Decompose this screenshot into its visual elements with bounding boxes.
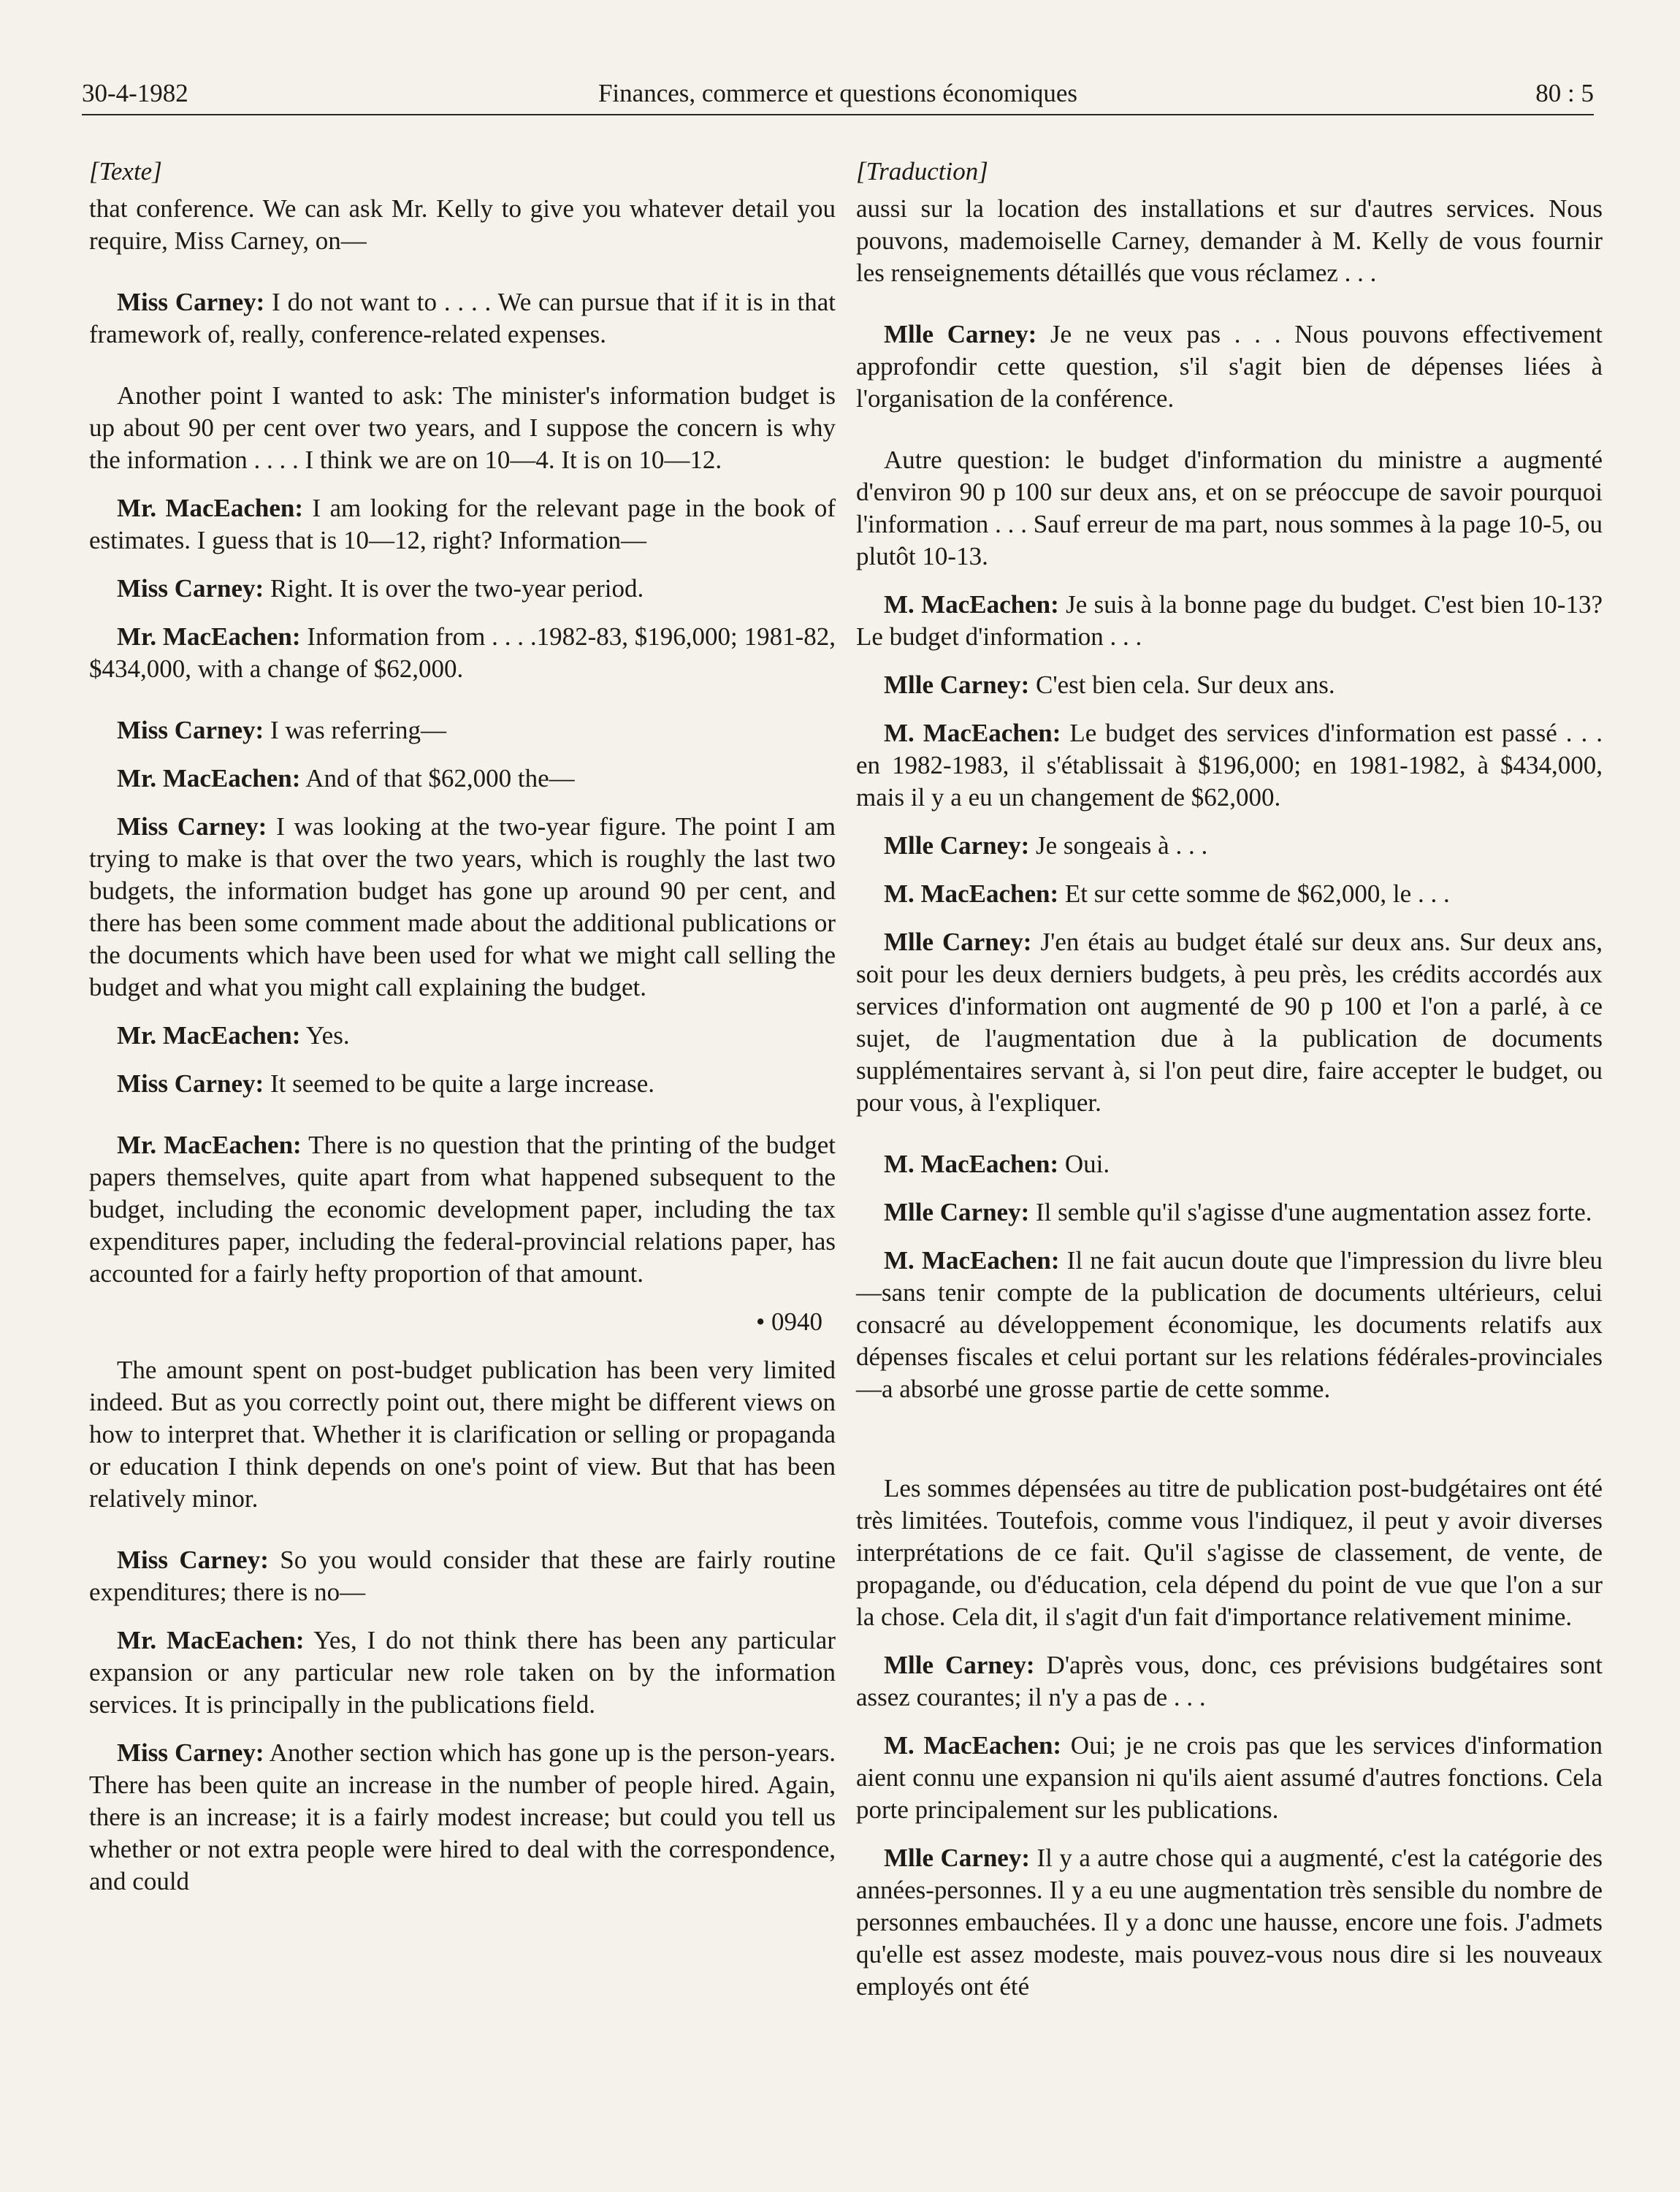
speech-text: Another section which has gone up is the person-years. There has been quite an increase in the number of people hired. Again, there is an increase; it is a fairly modest increase; but could you tell us whether or not extra people were hired to deal with the correspondence, and could bbox=[89, 1738, 836, 1895]
paragraph: aussi sur la location des installations et sur d'autres services. Nous pouvons, mademoiselle Carney, demander à M. Kelly de vous fournir les renseignements détaillés que vous réclamez . . . bbox=[856, 194, 1603, 287]
speaker-name: Mr. MacEachen: bbox=[117, 1626, 305, 1654]
speech-paragraph bbox=[89, 1624, 836, 1721]
speech-paragraph bbox=[89, 811, 836, 1004]
speaker-name: M. MacEachen: bbox=[884, 1246, 1060, 1275]
speech-text: I do not want to . . . . We can pursue that if it is in that framework of, really, conference-related expenses. bbox=[89, 288, 836, 348]
speech-paragraph bbox=[89, 621, 836, 685]
speech-text: D'après vous, donc, ces prévisions budgétaires sont assez courantes; il n'y a pas de . . . bbox=[856, 1651, 1603, 1711]
speech-text: Le budget des services d'information est passé . . . en 1982-1983, il s'établissait à $196,000; en 1981-1982, à $434,000, mais il y a eu un changement de $62,000. bbox=[856, 719, 1603, 812]
speech-paragraph bbox=[89, 1129, 836, 1290]
speech-paragraph bbox=[89, 763, 836, 795]
speech-text: Je songeais à . . . bbox=[1029, 831, 1208, 860]
speaker-name: Miss Carney: bbox=[117, 1738, 264, 1767]
speech-paragraph bbox=[89, 1737, 836, 1898]
speaker-name: Mr. MacEachen: bbox=[117, 764, 301, 793]
speech-paragraph bbox=[856, 717, 1603, 814]
speech-paragraph bbox=[89, 1544, 836, 1608]
speaker-name: Mlle Carney: bbox=[884, 1844, 1030, 1872]
speaker-name: M. MacEachen: bbox=[884, 1150, 1059, 1178]
speech-text: It seemed to be quite a large increase. bbox=[264, 1069, 655, 1098]
speech-text: Je ne veux pas . . . Nous pouvons effectivement approfondir cette question, s'il s'agit bien de dépenses liées à l'organisation de la conférence. bbox=[856, 320, 1603, 413]
speech-paragraph bbox=[856, 1730, 1603, 1826]
speaker-name: Mlle Carney: bbox=[884, 1651, 1035, 1679]
speech-text: I was referring— bbox=[264, 716, 446, 744]
speaker-name: Mr. MacEachen: bbox=[117, 494, 304, 522]
speech-text: Oui; je ne crois pas que les services d'information aient connu une expansion ni qu'ils aient assumé d'autres fonctions. Cela porte principalement sur les publications. bbox=[856, 1731, 1603, 1824]
speaker-name: M. MacEachen: bbox=[884, 590, 1059, 619]
speech-paragraph bbox=[856, 1148, 1603, 1180]
speaker-name: Mlle Carney: bbox=[884, 1198, 1030, 1226]
paragraph: Another point I wanted to ask: The minister's information budget is up about 90 per cent over two years, and I suppose the concern is why the information . . . . I think we are on 10—4. It is on 10—12. bbox=[89, 381, 836, 474]
paragraph: Autre question: le budget d'information du ministre a augmenté d'environ 90 p 100 sur deux ans, et on se préoccupe de savoir pourquoi l'information . . . Sauf erreur de ma part, nous sommes à la page 10-5, ou plutôt 10-13. bbox=[856, 446, 1603, 570]
time-marker: • 0940 bbox=[755, 1307, 822, 1336]
speech-text: I was looking at the two-year figure. The point I am trying to make is that over the two years, which is roughly the last two budgets, the information budget has gone up around 90 per cent, and there has been some comment made about the additional publications or the documents which have been used for what we might call selling the budget and what you might call explaining the budget. bbox=[89, 812, 836, 1001]
speech-text: I am looking for the relevant page in the book of estimates. I guess that is 10—12, right? Information— bbox=[89, 494, 836, 554]
speech-paragraph bbox=[89, 492, 836, 557]
speaker-name: Miss Carney: bbox=[117, 1069, 264, 1098]
speaker-name: Mlle Carney: bbox=[884, 831, 1030, 860]
speaker-name: Mr. MacEachen: bbox=[117, 1021, 301, 1050]
speech-text: Il y a autre chose qui a augmenté, c'est la catégorie des années-personnes. Il y a eu une augmentation très sensible du nombre de personnes embauchées. Il y a donc une hausse, encore une fois. J'admets qu'elle est assez modeste, mais pouvez-vous nous dire si les nouveaux employés ont été bbox=[856, 1844, 1603, 2001]
speech-paragraph bbox=[856, 318, 1603, 415]
speech-text: There is no question that the printing of the budget papers themselves, quite apart from what happened subsequent to the budget, including the economic development paper, including the tax expenditures paper, including the federal-provincial relations paper, has accounted for a fairly hefty proportion of that amount. bbox=[89, 1131, 836, 1288]
speaker-name: Miss Carney: bbox=[117, 1546, 269, 1574]
speech-paragraph bbox=[856, 589, 1603, 653]
speech-text: Oui. bbox=[1058, 1150, 1110, 1178]
speaker-name: Mlle Carney: bbox=[884, 928, 1032, 956]
speech-text: C'est bien cela. Sur deux ans. bbox=[1029, 671, 1335, 699]
paragraph: that conference. We can ask Mr. Kelly to give you whatever detail you require, Miss Carney, on— bbox=[89, 194, 836, 255]
speech-paragraph bbox=[856, 1649, 1603, 1714]
speech-paragraph bbox=[89, 714, 836, 746]
speech-paragraph bbox=[89, 1068, 836, 1100]
speech-text: Il ne fait aucun doute que l'impression du livre bleu—sans tenir compte de la publication de documents ultérieurs, celui consacré au développement économique, les documents relatifs aux dépenses fiscales et celui portant sur les relations fédérales-provinciales—a absorbé une grosse partie de cette somme. bbox=[856, 1246, 1603, 1403]
speech-text: So you would consider that these are fairly routine expenditures; there is no— bbox=[89, 1546, 836, 1606]
speaker-name: Miss Carney: bbox=[117, 812, 267, 841]
speech-text: Il semble qu'il s'agisse d'une augmentation assez forte. bbox=[1029, 1198, 1592, 1226]
speaker-name: M. MacEachen: bbox=[884, 719, 1061, 747]
speech-text: Yes, I do not think there has been any particular expansion or any particular new role taken on by the information services. It is principally in the publications field. bbox=[89, 1626, 836, 1719]
speaker-name: M. MacEachen: bbox=[884, 1731, 1062, 1760]
speech-paragraph bbox=[856, 878, 1603, 910]
running-header bbox=[82, 73, 1594, 115]
column-label-traduction: [Traduction] bbox=[856, 157, 988, 186]
speech-text: Et sur cette somme de $62,000, le . . . bbox=[1058, 879, 1450, 908]
column-label-texte: [Texte] bbox=[89, 157, 162, 186]
speech-paragraph bbox=[89, 286, 836, 351]
speaker-name: Mlle Carney: bbox=[884, 320, 1037, 348]
speaker-name: Mr. MacEachen: bbox=[117, 1131, 302, 1159]
speaker-name: Mlle Carney: bbox=[884, 671, 1030, 699]
header-page-number: 80 : 5 bbox=[1535, 79, 1594, 107]
speech-paragraph bbox=[856, 1196, 1603, 1229]
speech-text: J'en étais au budget étalé sur deux ans. Sur deux ans, soit pour les deux derniers budgets, à peu près, les crédits accordés aux services d'information ont augmenté de 90 p 100 et l'on a parlé, à ce sujet, de l'augmentation due à la publication de documents supplémentaires servant à, si l'on peut dire, faire accepter le budget, ou pour vous, à l'expliquer. bbox=[856, 928, 1603, 1117]
header-title: Finances, commerce et questions économiques bbox=[597, 79, 1078, 107]
speech-text: Yes. bbox=[300, 1021, 350, 1050]
speech-paragraph bbox=[89, 1020, 836, 1052]
speech-text: Information from . . . .1982-83, $196,000; 1981-82, $434,000, with a change of $62,000. bbox=[89, 622, 836, 683]
speaker-name: Mr. MacEachen: bbox=[117, 622, 301, 651]
paragraph: The amount spent on post-budget publication has been very limited indeed. But as you correctly point out, there might be different views on how to interpret that. Whether it is clarification or selling or propaganda or education I think depends on one's point of view. But that has been relatively minor. bbox=[89, 1356, 836, 1513]
speaker-name: Miss Carney: bbox=[117, 574, 264, 603]
speech-paragraph bbox=[856, 669, 1603, 701]
speech-paragraph bbox=[856, 1842, 1603, 2003]
speech-text: And of that $62,000 the— bbox=[300, 764, 575, 793]
header-date: 30-4-1982 bbox=[82, 79, 188, 107]
paragraph: Les sommes dépensées au titre de publication post-budgétaires ont été très limitées. Toutefois, comme vous l'indiquez, il peut y avoir diverses interprétations de ce fait. Qu'il s'agisse de classement, de vente, de propagande, ou d'éducation, cela dépend du point de vue que l'on a sur la chose. Cela dit, il s'agit d'un fait d'importance relativement minime. bbox=[856, 1474, 1603, 1631]
speech-paragraph bbox=[856, 830, 1603, 862]
speech-text: Je suis à la bonne page du budget. C'est bien 10-13? Le budget d'information . . . bbox=[856, 590, 1603, 651]
french-column bbox=[856, 155, 1603, 2003]
speech-paragraph bbox=[89, 573, 836, 605]
speaker-name: Miss Carney: bbox=[117, 288, 265, 316]
speech-text: Right. It is over the two-year period. bbox=[264, 574, 644, 603]
speech-paragraph bbox=[856, 926, 1603, 1119]
speech-paragraph bbox=[856, 1245, 1603, 1405]
speaker-name: M. MacEachen: bbox=[884, 879, 1059, 908]
english-column bbox=[89, 155, 836, 1898]
speaker-name: Miss Carney: bbox=[117, 716, 264, 744]
